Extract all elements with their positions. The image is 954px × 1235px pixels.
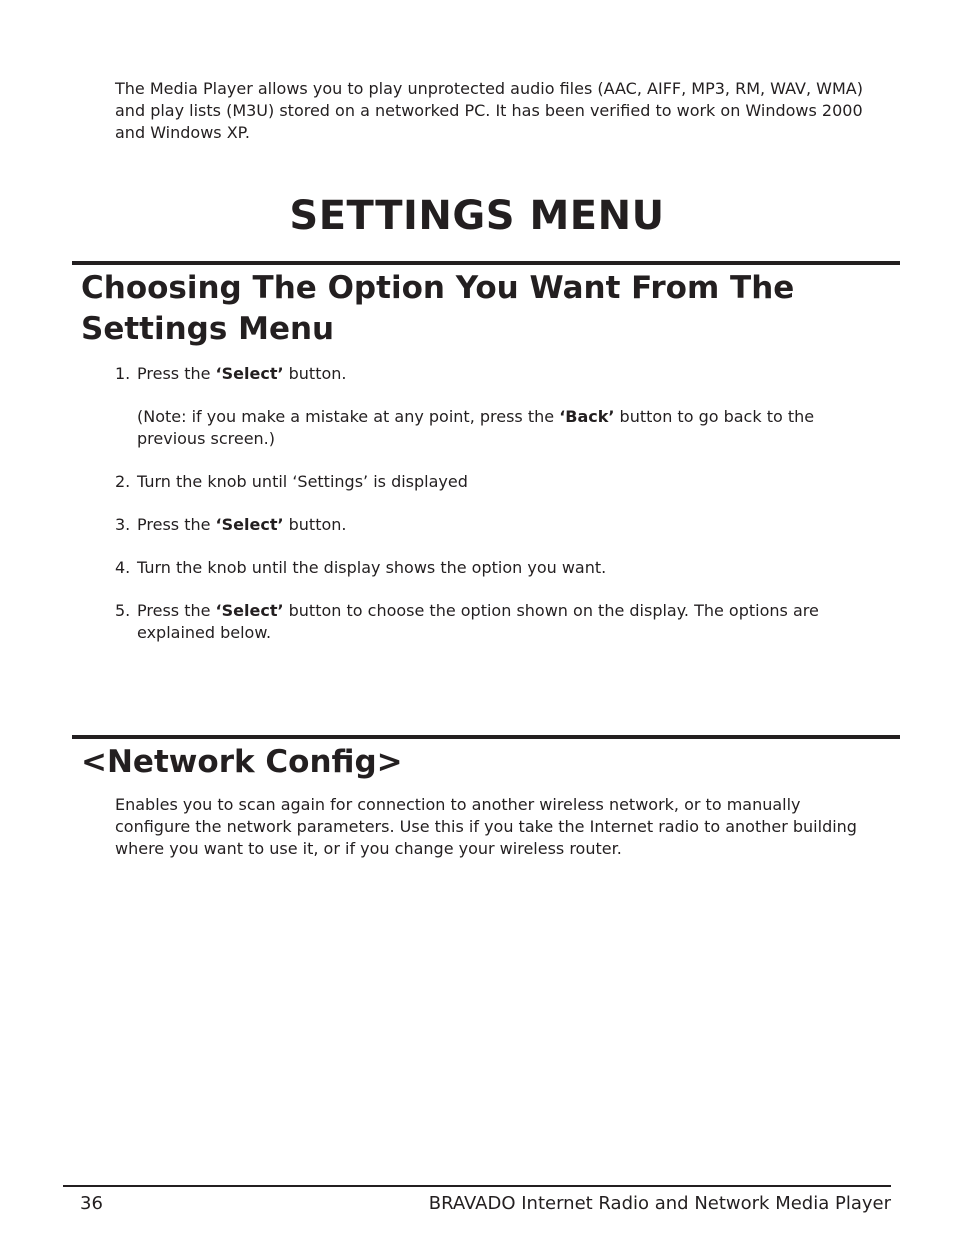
network-config-description: Enables you to scan again for connection to another wireless network, or to manually configure the network parameters. Use this if you take the Internet radio to another building where you want to use it, or if you change your wireless router.: [115, 795, 857, 858]
button-name: ‘Select’: [215, 364, 284, 383]
section-heading-network-config: <Network Config>: [81, 744, 403, 780]
step-text: Turn the knob until ‘Settings’ is displayed: [137, 472, 468, 491]
step-number: 5.: [115, 601, 131, 620]
step-text: Turn the knob until the display shows the option you want.: [137, 558, 607, 577]
step-number: 3.: [115, 515, 131, 534]
button-name: ‘Back’: [559, 407, 615, 426]
button-name: ‘Select’: [215, 601, 284, 620]
list-item: [115, 557, 855, 579]
list-item: [115, 471, 855, 493]
steps-list: [115, 363, 855, 644]
step-text: Press the ‘Select’ button.: [137, 364, 347, 383]
footer-title: BRAVADO Internet Radio and Network Media Player: [428, 1193, 891, 1214]
button-name: ‘Select’: [215, 515, 284, 534]
step-number: 4.: [115, 558, 131, 577]
page-number: 36: [80, 1193, 103, 1214]
section-divider: [72, 261, 900, 265]
list-item: [115, 600, 855, 644]
list-item: [115, 363, 855, 450]
page-title: SETTINGS MENU: [289, 193, 665, 239]
section-divider: [72, 735, 900, 739]
step-note: (Note: if you make a mistake at any point, press the ‘Back’ button to go back to the previous screen.): [137, 407, 815, 448]
step-number: 1.: [115, 364, 131, 383]
list-item: [115, 514, 855, 536]
step-text: Press the ‘Select’ button to choose the option shown on the display. The options are explained below.: [137, 601, 819, 642]
step-text: Press the ‘Select’ button.: [137, 515, 347, 534]
section-heading-choosing-option: Choosing The Option You Want From The Settings Menu: [81, 270, 795, 347]
intro-paragraph: The Media Player allows you to play unprotected audio files (AAC, AIFF, MP3, RM, WAV, WMA) and play lists (M3U) stored on a networked PC. It has been verified to work on Windows 2000 and Windows XP.: [115, 79, 863, 142]
step-number: 2.: [115, 472, 131, 491]
footer-divider: [63, 1185, 891, 1187]
